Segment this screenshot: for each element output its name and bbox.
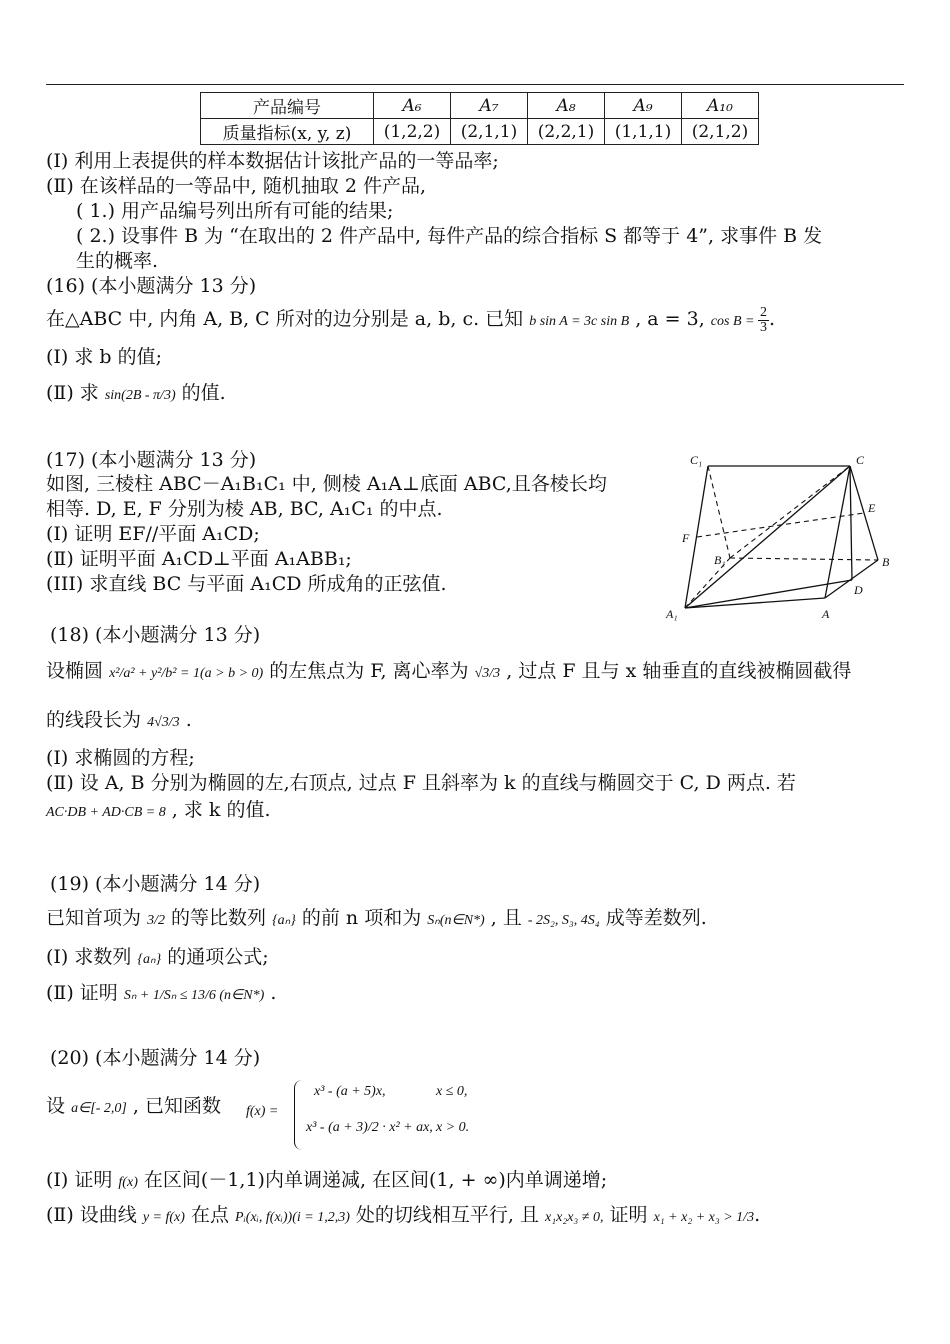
q19-text-4: , 且 [490, 907, 522, 929]
q20-brace [294, 1080, 303, 1150]
q20-line1 [46, 1091, 221, 1118]
q20-fx-label: f(x) = [246, 1104, 279, 1119]
q20-product: x₁x₂x₃ ≠ 0, [545, 1210, 604, 1225]
q18-text: 设椭圆 [46, 660, 104, 682]
table-cell: (1,1,1) [605, 119, 682, 145]
q20-text-2: , 已知函数 [132, 1095, 221, 1117]
q18-part2-cond [46, 795, 271, 822]
hidden-edge [730, 466, 850, 558]
label-A: A [822, 607, 830, 621]
table-cell: (1,2,2) [374, 119, 451, 145]
q19-part1 [46, 942, 269, 969]
q17-heading: (17) (本小题满分 13 分) [46, 449, 257, 471]
label-B1: B₁ [714, 553, 726, 567]
q20-part2-text-3: 处的切线相互平行, 且 [355, 1204, 539, 1226]
q18-eccentricity: √3/3 [474, 666, 501, 681]
q16-fraction [758, 306, 769, 335]
table-row [201, 93, 759, 119]
q20-case1: x³ - (a + 5)x, [314, 1084, 386, 1099]
q16-stem: 在△ABC 中, 内角 A, B, C 所对的边分别是 a, b, c. 已知 b sin A = 3c sin B , a = 3, cos B = $\frac{2}{3}$ . [46, 304, 776, 335]
fraction-denominator: 3 [759, 319, 767, 335]
q19-first-term: 3/2 [147, 913, 165, 928]
q18-vector-formula: AC·DB + AD·CB = 8 [46, 805, 166, 820]
q19-partial-sum: Sₙ(n∈N*) [427, 913, 485, 928]
q20-text: 设 [46, 1095, 66, 1117]
q18-part1: (Ⅰ) 求椭圆的方程; [46, 747, 195, 769]
q20-case1-cond: x ≤ 0, [436, 1084, 468, 1099]
table-cell: (2,1,2) [682, 119, 759, 145]
q19-text-5: 成等差数列. [605, 907, 707, 929]
q15-part1: (Ⅰ) 利用上表提供的样本数据估计该批产品的一等品率; [46, 150, 499, 172]
q17-part3: (III) 求直线 BC 与平面 A₁CD 所成角的正弦值. [46, 573, 447, 595]
table-cell: A₈ [528, 93, 605, 119]
table-cell: (2,2,1) [528, 119, 605, 145]
q19-part1-text: (Ⅰ) 求数列 [46, 946, 132, 968]
q20-case2-cond: x > 0. [436, 1120, 470, 1135]
prism-figure [660, 448, 900, 628]
q16-part2-tail: 的值. [181, 382, 226, 404]
label-C: C [856, 453, 865, 467]
q18-text-5: . [185, 709, 192, 731]
q20-points: Pᵢ(xᵢ, f(xᵢ))(i = 1,2,3) [235, 1210, 350, 1225]
q16-stem-text: 在△ABC 中, 内角 A, B, C 所对的边分别是 a, b, c. 已知 [46, 308, 524, 330]
label-D: D [854, 583, 863, 597]
q19-part2 [46, 978, 276, 1005]
top-rule [46, 84, 904, 85]
q20-part1-tail: 在区间(－1,1)内单调递减, 在区间(1, + ∞)内单调递增; [143, 1169, 608, 1191]
label-A1: A₁ [666, 607, 678, 621]
q20-part1-text: (Ⅰ) 证明 [46, 1169, 113, 1191]
edge [685, 598, 825, 608]
q16-part1: (Ⅰ) 求 b 的值; [46, 346, 163, 368]
q18-text-4: 的线段长为 [46, 709, 142, 731]
q16-part2-formula: sin(2B - π/3) [104, 388, 176, 403]
q19-part2-text: (Ⅱ) 证明 [46, 982, 118, 1004]
q20-part1 [46, 1165, 607, 1192]
q19-text-3: 的前 n 项和为 [301, 907, 422, 929]
q18-line1 [46, 656, 851, 683]
q18-heading: (18) (本小题满分 13 分) [50, 624, 261, 646]
label-E: E [868, 501, 876, 515]
q18-text-6: , 求 k 的值. [171, 799, 271, 821]
q16-formula-1: b sin A = 3c sin B [529, 314, 630, 329]
table-cell: 产品编号 [201, 93, 374, 119]
label-B: B [882, 555, 890, 569]
q16-stem-text-2: , a = 3, [635, 308, 705, 330]
q16-heading: (16) (本小题满分 13 分) [46, 275, 257, 297]
table-cell: 质量指标(x, y, z) [201, 119, 374, 145]
q19-part1-seq: {aₙ} [137, 952, 162, 967]
q20-part2-text: (Ⅱ) 设曲线 [46, 1204, 137, 1226]
q20-domain: a∈[- 2,0] [71, 1101, 127, 1116]
q18-text-2: 的左焦点为 F, 离心率为 [269, 660, 469, 682]
q19-part1-tail: 的通项公式; [167, 946, 269, 968]
edge [825, 466, 850, 598]
hidden-edge [708, 466, 730, 558]
q20-part2-text-2: 在点 [190, 1204, 229, 1226]
q20-case2: x³ - (a + 3)/2 · x² + ax, [306, 1120, 433, 1135]
q20-inequality: x₁ + x₂ + x₃ > 1/3 [653, 1210, 755, 1225]
q19-sequence: {aₙ} [272, 913, 296, 928]
edge [850, 466, 852, 580]
q17-part2: (Ⅱ) 证明平面 A₁CD⊥平面 A₁ABB₁; [46, 548, 352, 570]
q20-part2-tail: . [754, 1204, 761, 1226]
q18-line2 [46, 705, 192, 732]
q18-part2: (Ⅱ) 设 A, B 分别为椭圆的左,右顶点, 过点 F 且斜率为 k 的直线与椭圆交于 C, D 两点. 若 [46, 772, 796, 794]
q19-heading: (19) (本小题满分 14 分) [50, 873, 261, 895]
q16-part2 [46, 378, 226, 405]
q19-terms: - 2S₂, S₃, 4S₄ [527, 913, 600, 928]
table-cell: A₉ [605, 93, 682, 119]
q15-part2b: ( 2.) 设事件 B 为 “在取出的 2 件产品中, 每件产品的综合指标 S 都等于 4”, 求事件 B 发 [76, 225, 823, 247]
q20-heading: (20) (本小题满分 14 分) [50, 1047, 261, 1069]
edge [685, 466, 850, 608]
label-C1: C₁ [690, 453, 703, 467]
q20-part2-text-4: 证明 [609, 1204, 648, 1226]
fraction-numerator: 2 [759, 304, 767, 320]
q18-ellipse-formula: x²/a² + y²/b² = 1(a > b > 0) [109, 666, 264, 681]
q15-part2a: ( 1.) 用产品编号列出所有可能的结果; [76, 200, 394, 222]
q20-part1-fx: f(x) [118, 1175, 138, 1190]
q19-part2-tail: . [270, 982, 277, 1004]
product-table [200, 92, 759, 145]
q15-part2b-cont: 生的概率. [76, 250, 159, 272]
q15-part2: (Ⅱ) 在该样品的一等品中, 随机抽取 2 件产品, [46, 175, 427, 197]
q19-line1 [46, 903, 707, 930]
q16-formula-2: cos B = [710, 314, 758, 329]
q19-text: 已知首项为 [46, 907, 142, 929]
q18-segment-length: 4√3/3 [147, 715, 180, 730]
q17-line2: 相等. D, E, F 分别为棱 AB, BC, A₁C₁ 的中点. [46, 498, 443, 520]
q17-part1: (Ⅰ) 证明 EF//平面 A₁CD; [46, 523, 260, 545]
table-cell: A₁₀ [682, 93, 759, 119]
label-F: F [682, 531, 690, 545]
q18-text-3: , 过点 F 且与 x 轴垂直的直线被椭圆截得 [506, 660, 852, 682]
q17-line1: 如图, 三棱柱 ABC－A₁B₁C₁ 中, 侧棱 A₁A⊥底面 ABC,且各棱长均 [46, 473, 607, 495]
table-cell: A₆ [374, 93, 451, 119]
q19-part2-formula: Sₙ + 1/Sₙ ≤ 13/6 (n∈N*) [123, 988, 265, 1003]
table-cell: A₇ [451, 93, 528, 119]
q20-part2 [46, 1200, 760, 1227]
q16-part2-text: (Ⅱ) 求 [46, 382, 99, 404]
table-cell: (2,1,1) [451, 119, 528, 145]
table-row [201, 119, 759, 145]
q19-text-2: 的等比数列 [171, 907, 267, 929]
hidden-edge [730, 558, 878, 560]
edge [685, 580, 852, 608]
q20-curve: y = f(x) [142, 1210, 185, 1225]
